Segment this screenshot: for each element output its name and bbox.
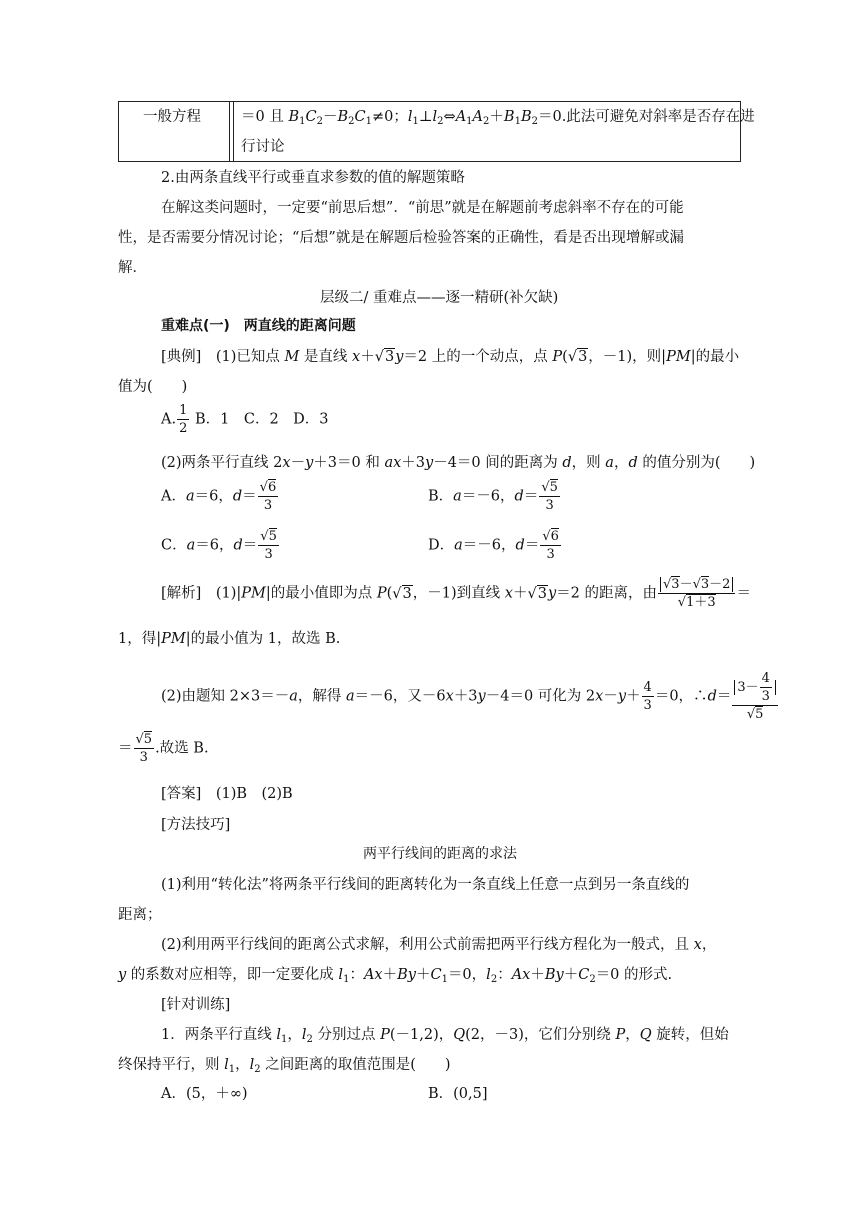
method-paragraph: (1)利用“转化法”将两条平行线间的距离转化为一条直线上任意一点到另一条直线的 xyxy=(161,877,690,893)
section-title: 重难点(一) 两直线的距离问题 xyxy=(161,318,356,334)
method-tag: [方法技巧] xyxy=(161,817,231,833)
example-question-2: (2)两条平行直线 2x－y＋3＝0 和 ax＋3y－4＝0 间的距离为 d，则 a，d 的值分别为( ) xyxy=(161,455,756,471)
table-divider xyxy=(233,102,234,161)
strategy-paragraph: 性，是否需要分情况讨论；“后想”就是在解题后检验答案的正确性，看是否出现增解或漏 xyxy=(118,230,684,246)
analysis-1: [解析] (1)|PM|的最小值即为点 P(√3，－1)到直线 x＋√3y＝2 的距离，由 $\frac{√3-√3-2}{√1+3}$ ＝ xyxy=(161,577,751,610)
level-title: 层级二/ 重难点——逐一精研(补欠缺) xyxy=(320,290,559,306)
answer: [答案] (1)B (2)B xyxy=(161,786,293,802)
training-question-cont: 终保持平行，则 $l_1$，$l_2$ 之间距离的取值范围是( ) xyxy=(118,1057,451,1075)
example-options-1: A. $\frac{1}{2}$ B．1 C．2 D．3 xyxy=(161,403,329,436)
analysis-2: (2)由题知 2×3＝－a，解得 a＝－6，又－6x＋3y－4＝0 可化为 2x－y＋ $\frac{4}{3}$ ＝0，∴d＝ 3－ $\frac{4}{3}$ √5 xyxy=(161,672,779,721)
analysis-1-cont: 1，得|PM|的最小值为 1，故选 B. xyxy=(118,631,341,647)
method-paragraph: y 的系数对应相等，即一定要化成 $l_1$：$Ax+By+C_1=0$，$l_2$：$Ax+By+C_2=0$ 的形式. xyxy=(118,967,673,985)
table-line-2: 行讨论 xyxy=(241,139,285,155)
training-option-b: B．(0,5] xyxy=(428,1086,488,1102)
option-d: D．a＝－6，d＝ $\frac{√6}{3}$ xyxy=(428,529,559,562)
strategy-paragraph: 在解这类问题时，一定要“前思后想”．“前思”就是在解题前考虑斜率不存在的可能 xyxy=(161,200,684,216)
strategy-heading: 2.由两条直线平行或垂直求参数的值的解题策略 xyxy=(161,170,465,186)
training-question: 1．两条平行直线 $l_1$，$l_2$ 分别过点 P(－1,2)，Q(2，－3)，它们分别绕 P，Q 旋转，但始 xyxy=(161,1027,729,1045)
strategy-paragraph: 解． xyxy=(118,260,147,276)
training-tag: [针对训练] xyxy=(161,997,231,1013)
example-question-1-cont: 值为( ) xyxy=(118,379,188,395)
method-paragraph: (2)利用两平行线间的距离公式求解，利用公式前需把两平行线方程化为一般式，且 x， xyxy=(161,937,717,953)
table-line-1: ＝0 且 $B_1C_2-B_2C_1\ne 0$；$l_1\perp l_2\Leftrightarrow A_1A_2+B_1B_2=0$.此法可避免对斜率是否存在进 xyxy=(241,109,755,127)
table-label: 一般方程 xyxy=(143,109,201,125)
training-option-a: A．(5，＋∞) xyxy=(161,1086,248,1102)
example-question-1: [典例] (1)已知点 M 是直线 x＋√3y＝2 上的一个动点，点 P(√3，－1)，则|PM|的最小 xyxy=(161,349,740,365)
method-paragraph: 距离； xyxy=(118,907,162,923)
method-title: 两平行线间的距离的求法 xyxy=(363,846,517,862)
option-a: A．a＝6，d＝ $\frac{√6}{3}$ xyxy=(161,480,277,513)
analysis-2-cont: ＝ $\frac{√5}{3}$ .故选 B. xyxy=(118,732,209,765)
option-b: B．a＝－6，d＝ $\frac{√5}{3}$ xyxy=(428,480,558,513)
option-c: C．a＝6，d＝ $\frac{√5}{3}$ xyxy=(161,529,277,562)
table-divider xyxy=(229,102,230,161)
